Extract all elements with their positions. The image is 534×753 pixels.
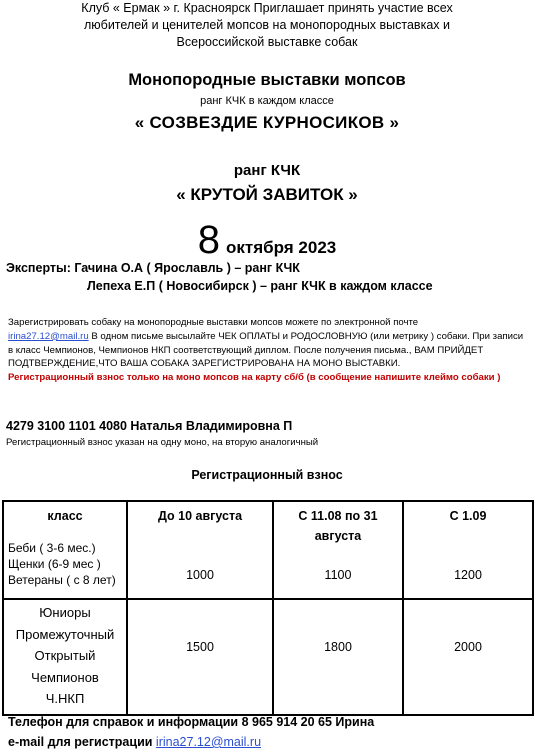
price-row2-col1: 1500 xyxy=(186,640,214,654)
contact-email-line xyxy=(8,735,261,749)
class-puppy: Щенки (6-9 мес ) xyxy=(8,557,101,571)
class-baby: Беби ( 3-6 мес.) xyxy=(8,541,96,555)
date-day: 8 xyxy=(197,218,220,262)
contact-email-label: e-mail для регистрации xyxy=(8,735,156,749)
price-cell xyxy=(127,599,273,715)
intro-line-1: Клуб « Ермак » г. Красноярск Приглашает принять участие всех xyxy=(81,1,453,15)
intro-text xyxy=(0,0,534,51)
registration-text-rest: В одном письме высылайте ЧЕК ОПЛАТЫ и РОДОСЛОВНУЮ (или метрику ) собаки. При записи в класс Чемпионов, Чемпионов НКП соответствующий диплом. После получения письма., ВАМ ПРИЙДЕТ ПОДТВЕРЖДЕНИЕ,ЧТО ВАША СОБАКА ЗАРЕГИСТРИРОВАНА НА МОНО ВЫСТАВКИ. xyxy=(8,330,524,370)
class-list-2 xyxy=(4,600,126,714)
table-row xyxy=(3,501,533,599)
event-date xyxy=(0,218,534,262)
experts-line-1: Эксперты: Гачина О.А ( Ярославль ) – ранг КЧК xyxy=(6,261,300,275)
intro-line-2: любителей и ценителей мопсов на монопородных выставках и xyxy=(84,18,450,32)
table-row xyxy=(3,599,533,715)
header-class: класс xyxy=(47,509,83,523)
class-nkp-champion: Ч.НКП xyxy=(45,691,85,706)
rank-subtitle: ранг КЧК xyxy=(233,162,301,179)
intro-line-3: Всероссийской выставке собак xyxy=(176,35,358,49)
price-cell xyxy=(403,501,533,599)
header-until-aug-10: До 10 августа xyxy=(157,509,243,523)
class-veteran: Ветераны ( с 8 лет) xyxy=(8,573,116,587)
rank-each-class: ранг КЧК в каждом классе xyxy=(200,95,334,107)
class-intermediate: Промежуточный xyxy=(15,626,115,642)
date-month-year: октября 2023 xyxy=(225,238,337,257)
class-champion: Чемпионов xyxy=(31,669,99,685)
price-row2-col2: 1800 xyxy=(324,640,352,654)
mono-show-title: Монопородные выставки мопсов xyxy=(128,71,406,89)
show-title-1: « СОЗВЕЗДИЕ КУРНОСИКОВ » xyxy=(134,113,400,132)
contact-phone: Телефон для справок и информации 8 965 914 20 65 Ирина xyxy=(8,715,375,729)
show-title-2: « КРУТОЙ ЗАВИТОК » xyxy=(176,185,358,204)
fee-note: Регистрационный взнос указан на одну моно, на вторую аналогичный xyxy=(6,437,319,448)
price-row2-col3: 2000 xyxy=(454,640,482,654)
registration-text-start: Зарегистрировать собаку на монопородные выставки мопсов можете по электронной почте xyxy=(8,317,419,328)
contact-email-link[interactable]: irina27.12@mail.ru xyxy=(155,735,262,749)
class-open: Открытый xyxy=(34,648,96,663)
price-cell xyxy=(273,501,403,599)
registration-info xyxy=(8,316,528,385)
class-cell-1 xyxy=(3,501,127,599)
header-from-sep-1: С 1.09 xyxy=(449,509,487,523)
fee-table-title: Регистрационный взнос xyxy=(191,468,343,482)
price-cell xyxy=(403,599,533,715)
class-junior: Юниоры xyxy=(39,605,91,620)
registration-red-note: Регистрационный взнос только на моно мопсов на карту сб/б (в сообщение напишите клеймо собаки ) xyxy=(8,372,501,384)
class-cell-2 xyxy=(3,599,127,715)
price-cell xyxy=(127,501,273,599)
price-row1-col3: 1200 xyxy=(454,568,482,582)
price-cell xyxy=(273,599,403,715)
experts-line-2: Лепеха Е.П ( Новосибирск ) – ранг КЧК в каждом классе xyxy=(87,279,433,293)
price-row1-col2: 1100 xyxy=(324,568,352,582)
fee-table xyxy=(2,500,534,716)
registration-email-link[interactable]: irina27.12@mail.ru xyxy=(8,330,89,342)
header-aug-11-31: С 11.08 по 31 августа xyxy=(298,509,378,543)
card-number: 4279 3100 1101 4080 Наталья Владимировна П xyxy=(6,419,293,433)
price-row1-col1: 1000 xyxy=(186,568,214,582)
class-list-1 xyxy=(4,526,126,594)
